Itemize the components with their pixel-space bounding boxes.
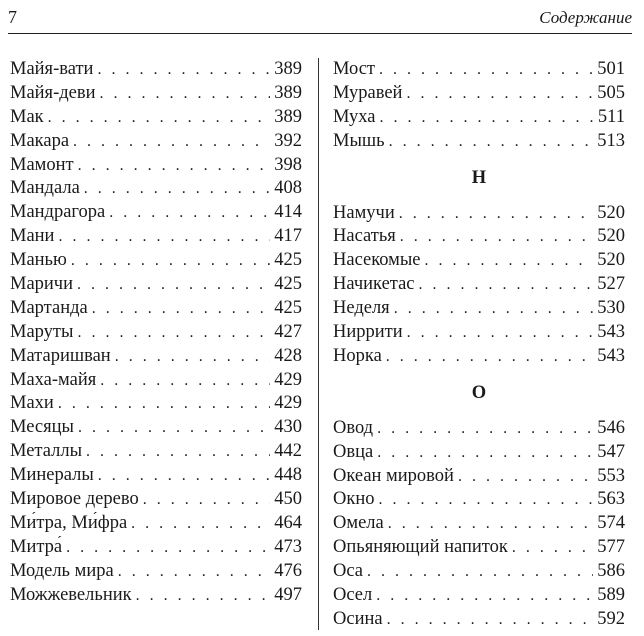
entry-term: Муравей: [333, 82, 403, 103]
entry-page: 476: [274, 560, 302, 581]
section-heading-n: Н: [471, 167, 487, 188]
entry-term: Норка: [333, 345, 382, 366]
entry-page: 414: [274, 202, 302, 223]
dot-leader: [118, 560, 271, 584]
entry-term: Опьяняющий напиток: [333, 537, 508, 558]
entry-page: 428: [274, 345, 302, 366]
running-header: [8, 4, 632, 30]
entry-term: Мак: [10, 106, 44, 127]
index-entry: [333, 321, 625, 345]
entry-term: Маха-майя: [10, 369, 97, 390]
index-entry: [10, 249, 302, 273]
entry-term: Овца: [333, 441, 374, 462]
index-entry: [10, 106, 302, 130]
entry-page: 527: [597, 274, 625, 295]
entry-term: Металлы: [10, 441, 82, 462]
dot-leader: [78, 416, 270, 440]
dot-leader: [98, 464, 271, 488]
entry-page: 450: [274, 489, 302, 510]
index-entry: [333, 58, 625, 82]
entry-page: 464: [274, 512, 302, 533]
entry-page: 513: [597, 130, 625, 151]
dot-leader: [109, 201, 270, 225]
entry-term: Модель мира: [10, 560, 114, 581]
entry-term: Муха: [333, 106, 376, 127]
entry-term: Насатья: [333, 226, 396, 247]
entry-term: Майя-деви: [10, 82, 96, 103]
dot-leader: [387, 608, 594, 632]
entry-page: 546: [597, 417, 625, 438]
dot-leader: [58, 392, 270, 416]
entry-page: 389: [274, 59, 302, 79]
index-entry: [333, 225, 625, 249]
index-entry: [333, 584, 625, 608]
index-entry: [333, 273, 625, 297]
index-entry: [333, 608, 625, 632]
entry-page: 389: [274, 106, 302, 127]
index-entry: [10, 416, 302, 440]
entry-term: Мандала: [10, 178, 80, 199]
index-entry: [333, 536, 625, 560]
entry-page: 574: [597, 513, 625, 534]
dot-leader: [78, 154, 271, 178]
entry-term: Намучи: [333, 202, 395, 223]
entry-term: Мамонт: [10, 154, 74, 175]
index-entry: [10, 369, 302, 393]
dot-leader: [379, 488, 594, 512]
index-entry: [333, 82, 625, 106]
entry-page: 520: [597, 250, 625, 271]
dot-leader: [425, 249, 594, 273]
index-entry: [333, 297, 625, 321]
entry-term: Мышь: [333, 130, 385, 151]
entry-page: 398: [274, 154, 302, 175]
dot-leader: [48, 106, 271, 130]
entry-term: Мировое дерево: [10, 489, 139, 510]
entry-term: Месяцы: [10, 417, 74, 438]
dot-leader: [73, 130, 270, 154]
dot-leader: [100, 369, 270, 393]
entry-page: 448: [274, 465, 302, 486]
entry-page: 425: [274, 274, 302, 295]
entry-page: 497: [274, 584, 302, 605]
entry-page: 543: [597, 345, 625, 366]
index-entry: [10, 177, 302, 201]
index-entry: [10, 560, 302, 584]
entry-term: Митра́: [10, 536, 63, 557]
dot-leader: [399, 202, 594, 226]
dot-leader: [389, 130, 594, 154]
index-entry: [333, 345, 625, 369]
entry-page: 592: [597, 608, 625, 629]
index-entry: [10, 392, 302, 416]
entry-page: 505: [597, 82, 625, 103]
entry-term: Мост: [333, 59, 375, 79]
entry-page: 442: [274, 441, 302, 462]
dot-leader: [58, 225, 270, 249]
index-entry: [333, 512, 625, 536]
entry-page: 473: [274, 536, 302, 557]
entry-term: Мартанда: [10, 297, 88, 318]
entry-term: Манью: [10, 250, 67, 271]
entry-term: Начикетас: [333, 274, 415, 295]
entry-term: Минералы: [10, 465, 94, 486]
entry-page: 425: [274, 250, 302, 271]
entry-term: Омела: [333, 513, 384, 534]
entry-term: Неделя: [333, 298, 390, 319]
entry-term: Овод: [333, 417, 374, 438]
dot-leader: [406, 82, 593, 106]
index-entry: [10, 273, 302, 297]
entry-page: 430: [274, 417, 302, 438]
entry-page: 501: [597, 59, 625, 79]
index-entry: [10, 58, 302, 82]
entry-page: 425: [274, 297, 302, 318]
dot-leader: [379, 58, 593, 82]
section-heading-o: О: [471, 382, 487, 403]
entry-term: Матаришван: [10, 345, 111, 366]
entry-page: 417: [274, 226, 302, 247]
entry-page: 389: [274, 82, 302, 103]
dot-leader: [377, 441, 593, 465]
dot-leader: [388, 512, 594, 536]
index-entry: [10, 154, 302, 178]
running-title: Содержание: [539, 8, 632, 27]
index-entry: [333, 202, 625, 226]
dot-leader: [100, 82, 271, 106]
index-entry: [10, 536, 302, 560]
entry-page: 511: [597, 106, 625, 127]
entry-page: 429: [274, 393, 302, 414]
dot-leader: [92, 297, 271, 321]
index-entry: [333, 441, 625, 465]
dot-leader: [419, 273, 594, 297]
entry-term: Маруты: [10, 321, 74, 342]
entry-term: Макара: [10, 130, 70, 151]
entry-page: 392: [274, 130, 302, 151]
index-entry: [333, 130, 625, 154]
header-rule: [8, 33, 632, 34]
dot-leader: [97, 58, 270, 82]
dot-leader: [386, 345, 593, 369]
dot-leader: [66, 536, 270, 560]
index-entry: [10, 82, 302, 106]
entry-page: 563: [597, 489, 625, 510]
index-entry: [10, 488, 302, 512]
index-entry: [333, 417, 625, 441]
index-entry: [10, 464, 302, 488]
entry-page: 547: [597, 441, 625, 462]
index-entry: [10, 345, 302, 369]
index-entry: [10, 297, 302, 321]
entry-term: Ми́тра, Ми́фра: [10, 512, 128, 533]
entry-page: 586: [597, 561, 625, 582]
dot-leader: [376, 584, 593, 608]
dot-leader: [400, 225, 593, 249]
entry-term: Майя-вати: [10, 59, 94, 79]
index-entry: [333, 249, 625, 273]
dot-leader: [77, 273, 270, 297]
entry-term: Окно: [333, 489, 375, 510]
index-entry: [10, 225, 302, 249]
entry-page: 408: [274, 178, 302, 199]
dot-leader: [71, 249, 270, 273]
entry-page: 543: [597, 322, 625, 343]
dot-leader: [512, 536, 593, 560]
index-entry: [10, 321, 302, 345]
dot-leader: [377, 417, 593, 441]
column-divider: [318, 58, 319, 630]
entry-page: 589: [597, 585, 625, 606]
entry-page: 530: [597, 298, 625, 319]
index-entry: [10, 201, 302, 225]
entry-page: 577: [597, 537, 625, 558]
entry-term: Маричи: [10, 274, 74, 295]
entry-term: Осина: [333, 608, 383, 629]
index-entry: [10, 512, 302, 536]
index-entry: [10, 584, 302, 608]
entry-term: Мани: [10, 226, 55, 247]
index-entry: [10, 130, 302, 154]
index-entry: [333, 560, 625, 584]
entry-term: Насекомые: [333, 250, 421, 271]
dot-leader: [394, 297, 594, 321]
dot-leader: [407, 321, 594, 345]
entry-page: 553: [597, 465, 625, 486]
entry-page: 520: [597, 202, 625, 223]
index-entry: [333, 106, 625, 130]
dot-leader: [77, 321, 270, 345]
index-entry: [10, 440, 302, 464]
index-entry: [333, 465, 625, 489]
entry-page: 520: [597, 226, 625, 247]
dot-leader: [143, 488, 271, 512]
entry-term: Мандрагора: [10, 202, 106, 223]
index-entry: [333, 488, 625, 512]
dot-leader: [84, 177, 270, 201]
dot-leader: [131, 512, 270, 536]
dot-leader: [86, 440, 270, 464]
entry-page: 429: [274, 369, 302, 390]
entry-page: 427: [274, 321, 302, 342]
entry-term: Махи: [10, 393, 54, 414]
entry-term: Можжевельник: [10, 584, 132, 605]
page-number: 7: [8, 7, 17, 27]
entry-term: Осел: [333, 585, 373, 606]
dot-leader: [379, 106, 593, 130]
left-column: [10, 58, 302, 636]
entry-term: Оса: [333, 561, 364, 582]
entry-term: Ниррити: [333, 322, 403, 343]
dot-leader: [136, 584, 271, 608]
dot-leader: [367, 560, 593, 584]
right-column: [333, 58, 625, 636]
entry-term: Океан мировой: [333, 465, 454, 486]
dot-leader: [458, 465, 593, 489]
dot-leader: [115, 345, 271, 369]
